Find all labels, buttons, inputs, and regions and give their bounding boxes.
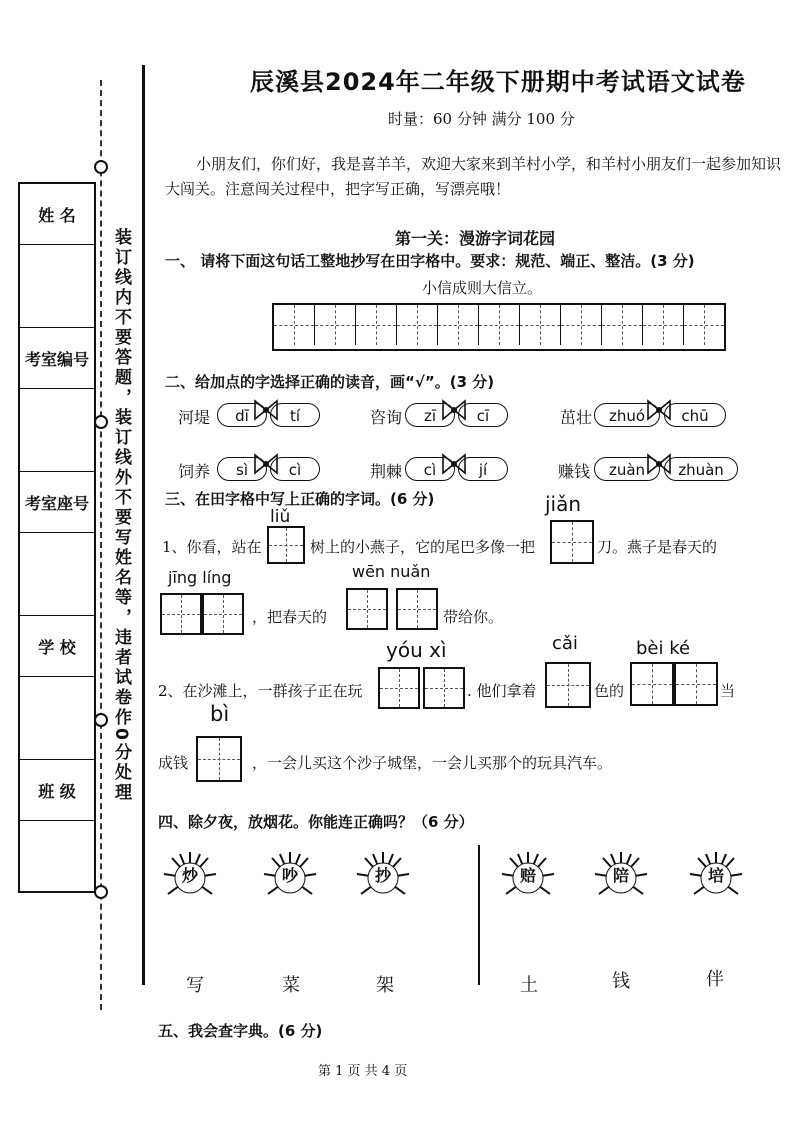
binding-dotted-line: [100, 80, 102, 1010]
question-2: 二、给加点的字选择正确的读音，画“√”。(3 分): [165, 373, 495, 391]
firework-char[interactable]: 吵: [281, 866, 298, 885]
answer-cell[interactable]: [202, 593, 244, 635]
binding-hole: [94, 415, 108, 429]
seat-number-label: 考室座号: [19, 472, 95, 533]
pinyin-option[interactable]: zī: [405, 403, 455, 427]
match-word[interactable]: 伴: [706, 969, 724, 990]
sentence-2-part-b: . 他们拿着: [467, 682, 537, 700]
answer-cell[interactable]: [674, 662, 718, 706]
sentence-2-part-c: 色的: [594, 682, 625, 700]
exam-subtitle: 时量：60 分钟 满分 100 分: [388, 110, 575, 128]
binding-notice: 装订线内不要答题，装订线外不要写姓名等，违者试卷作0分处理: [111, 228, 131, 803]
sentence-2-part-d: 当: [720, 682, 736, 700]
firework-char[interactable]: 抄: [374, 866, 391, 885]
firework-char[interactable]: 陪: [612, 866, 629, 885]
word-item: 咨询: [370, 408, 403, 427]
answer-cell[interactable]: [267, 526, 305, 564]
school-field[interactable]: [19, 677, 95, 760]
sentence-1-part-e: 带给你。: [443, 608, 504, 626]
question-5: 五、我会查字典。(6 分): [158, 1022, 323, 1040]
exam-title: 辰溪县2024年二年级下册期中考试语文试卷: [250, 68, 746, 96]
question-1: 一、 请将下面这句话工整地抄写在田字格中。要求：规范、端正、整洁。(3 分): [165, 252, 695, 270]
binding-hole: [94, 713, 108, 727]
pinyin-option[interactable]: sì: [217, 457, 267, 481]
pinyin-option[interactable]: zuàn: [594, 457, 660, 481]
word-item: 饲养: [178, 462, 211, 481]
binding-hole: [94, 885, 108, 899]
student-info-table: [18, 182, 96, 893]
answer-cell[interactable]: [630, 662, 674, 706]
class-label: 班 级: [19, 760, 95, 821]
firework-char[interactable]: 赔: [519, 866, 536, 885]
page-footer: 第 1 页 共 4 页: [318, 1064, 408, 1079]
word-item: 赚钱: [558, 462, 591, 481]
intro-line-1: 小朋友们，你们好，我是喜羊羊，欢迎大家来到羊村小学，和羊村小朋友们一起参加知识: [196, 155, 782, 173]
pinyin-cai: cǎi: [552, 633, 578, 654]
pinyin-jingling: jīng líng: [168, 568, 232, 587]
name-field[interactable]: [19, 245, 95, 328]
copy-grid[interactable]: [272, 303, 726, 351]
pinyin-option[interactable]: zhuàn: [664, 457, 738, 481]
pinyin-bi: bì: [210, 702, 230, 726]
binding-hole: [94, 160, 108, 174]
pinyin-option[interactable]: cī: [458, 403, 508, 427]
pinyin-beike: bèi ké: [636, 638, 691, 659]
match-word[interactable]: 架: [376, 975, 394, 996]
firework-char[interactable]: 炒: [181, 866, 198, 885]
pinyin-youxi: yóu xì: [386, 638, 447, 662]
class-field[interactable]: [19, 821, 95, 893]
match-word[interactable]: 钱: [612, 971, 630, 992]
pinyin-option[interactable]: dī: [217, 403, 267, 427]
pinyin-option[interactable]: zhuó: [594, 403, 660, 427]
answer-cell[interactable]: [423, 667, 465, 709]
match-word[interactable]: 菜: [282, 975, 300, 996]
sentence-2-part-f: ，一会儿买这个沙子城堡，一会儿买那个的玩具汽车。: [252, 754, 613, 772]
binding-line: [142, 65, 145, 985]
room-number-label: 考室编号: [19, 328, 95, 389]
intro-line-2: 大闯关。注意闯关过程中，把字写正确，写漂亮哦！: [165, 180, 511, 198]
match-word[interactable]: 土: [520, 975, 538, 996]
pinyin-jian: jiǎn: [545, 492, 582, 516]
sentence-1-part-c: 刀。燕子是春天的: [597, 538, 718, 556]
firework-char[interactable]: 培: [707, 866, 724, 885]
answer-cell[interactable]: [550, 520, 594, 564]
question-4: 四、除夕夜，放烟花。你能连正确吗？（6 分）: [158, 813, 474, 831]
divider-line: [478, 845, 480, 985]
word-item: 荆棘: [370, 462, 403, 481]
section-title: 第一关：漫游字词花园: [395, 229, 556, 248]
pinyin-option[interactable]: jí: [458, 457, 508, 481]
copy-sentence: 小信成则大信立。: [422, 279, 543, 297]
sentence-1-part-b: 树上的小燕子，它的尾巴多像一把: [310, 538, 536, 556]
pinyin-option[interactable]: cì: [405, 457, 455, 481]
answer-cell[interactable]: [545, 662, 591, 708]
sentence-2-part-e: 成钱: [158, 754, 189, 772]
answer-cell[interactable]: [196, 736, 242, 782]
match-word[interactable]: 写: [186, 975, 204, 996]
answer-cell[interactable]: [346, 588, 388, 630]
sentence-1-part-d: ，把春天的: [252, 608, 328, 626]
school-label: 学 校: [19, 616, 95, 677]
pinyin-option[interactable]: chū: [664, 403, 726, 427]
sentence-1-part-a: 1、你看，站在: [162, 538, 262, 556]
pinyin-liu: liǔ: [270, 507, 291, 527]
pinyin-wennuan: wēn nuǎn: [352, 562, 431, 581]
word-item: 河堤: [178, 408, 211, 427]
answer-cell[interactable]: [160, 593, 202, 635]
name-label: 姓 名: [19, 183, 95, 245]
answer-cell[interactable]: [378, 667, 420, 709]
pinyin-option[interactable]: tí: [270, 403, 320, 427]
word-item: 茁壮: [560, 408, 593, 427]
seat-number-field[interactable]: [19, 533, 95, 616]
pinyin-option[interactable]: cì: [270, 457, 320, 481]
sentence-2-part-a: 2、在沙滩上，一群孩子正在玩: [158, 682, 363, 700]
answer-cell[interactable]: [396, 588, 438, 630]
room-number-field[interactable]: [19, 389, 95, 472]
question-3: 三、在田字格中写上正确的字词。(6 分): [165, 490, 435, 508]
